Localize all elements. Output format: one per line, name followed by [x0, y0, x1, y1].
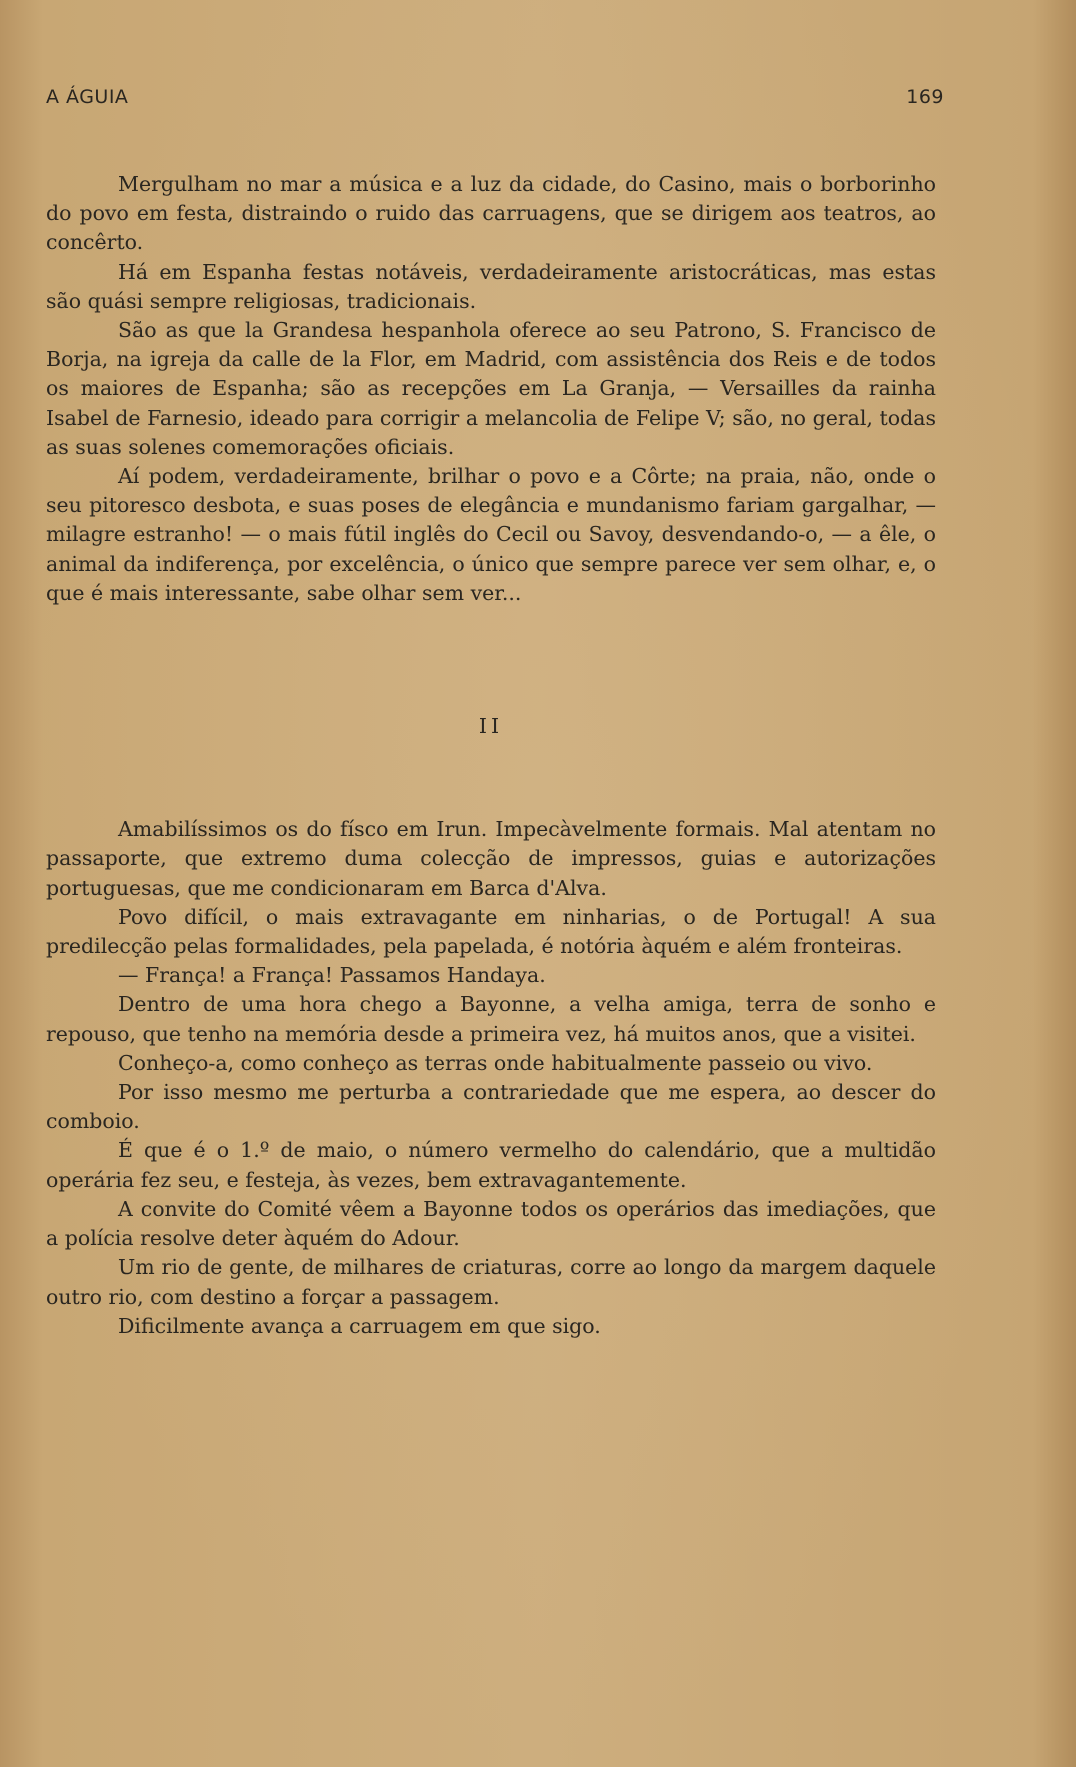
- paragraph: A convite do Comité vêem a Bayonne todos os operários das imediações, que a polícia resolve deter àquém do Adour.: [46, 1196, 936, 1251]
- paragraph: Mergulham no mar a música e a luz da cidade, do Casino, mais o borborinho do povo em festa, distraindo o ruido das carruagens, que se dirigem aos teatros, ao concêrto.: [46, 172, 936, 255]
- paragraph: Por isso mesmo me perturba a contrariedade que me espera, ao descer do comboio.: [46, 1080, 936, 1134]
- paragraph: Dentro de uma hora chego a Bayonne, a velha amiga, terra de sonho e repouso, que tenho na memória desde a primeira vez, há muitos anos, que a visitei.: [46, 992, 936, 1046]
- paragraph: — França! a França! Passamos Handaya.: [118, 963, 546, 988]
- body-text: [46, 170, 936, 1341]
- paragraph: Um rio de gente, de milhares de criaturas, corre ao longo da margem daquele outro rio, com destino a forçar a passagem.: [46, 1255, 936, 1309]
- paragraph: Amabilíssimos os do físco em Irun. Impecàvelmente formais. Mal atentam no passaporte, que extremo duma colecção de impressos, guias e autorizações portuguesas, que me condicionaram em Barca d'Alva.: [46, 817, 936, 900]
- paragraph: São as que la Grandesa hespanhola oferece ao seu Patrono, S. Francisco de Borja, na igreja da calle de la Flor, em Madrid, com assistência dos Reis e de todos os maiores de Espanha; são as recepções em La Granja, — Versailles da rainha Isabel de Farnesio, ideado para corrigir a melancolia de Felipe V; são, no geral, todas as suas solenes comemorações oficiais.: [46, 318, 936, 459]
- paragraph: É que é o 1.º de maio, o número vermelho do calendário, que a multidão operária fez seu, e festeja, às vezes, bem extravagantemente.: [46, 1138, 936, 1192]
- paragraph: Conheço-a, como conheço as terras onde habitualmente passeio ou vivo.: [118, 1050, 873, 1075]
- journal-name: A ÁGUIA: [46, 86, 129, 108]
- page-number: 169: [906, 86, 944, 108]
- section-number: II: [478, 714, 504, 739]
- paragraph: Aí podem, verdadeiramente, brilhar o povo e a Côrte; na praia, não, onde o seu pitoresco desbota, e suas poses de elegância e mundanismo fariam gargalhar, — milagre estranho! — o mais fútil inglês do Cecil ou Savoy, desvendando-o, — a êle, o animal da indiferença, por excelência, o único que sempre parece ver sem olhar, e, o que é mais interessante, sabe olhar sem ver...: [46, 464, 936, 605]
- paragraph: Há em Espanha festas notáveis, verdadeiramente aristocráticas, mas estas são quási sempre religiosas, tradicionais.: [46, 259, 936, 313]
- paragraph: Dificilmente avança a carruagem em que sigo.: [118, 1313, 601, 1338]
- paragraph: Povo difícil, o mais extravagante em ninharias, o de Portugal! A sua predilecção pelas formalidades, pela papelada, é notória àquém e além fronteiras.: [46, 904, 936, 959]
